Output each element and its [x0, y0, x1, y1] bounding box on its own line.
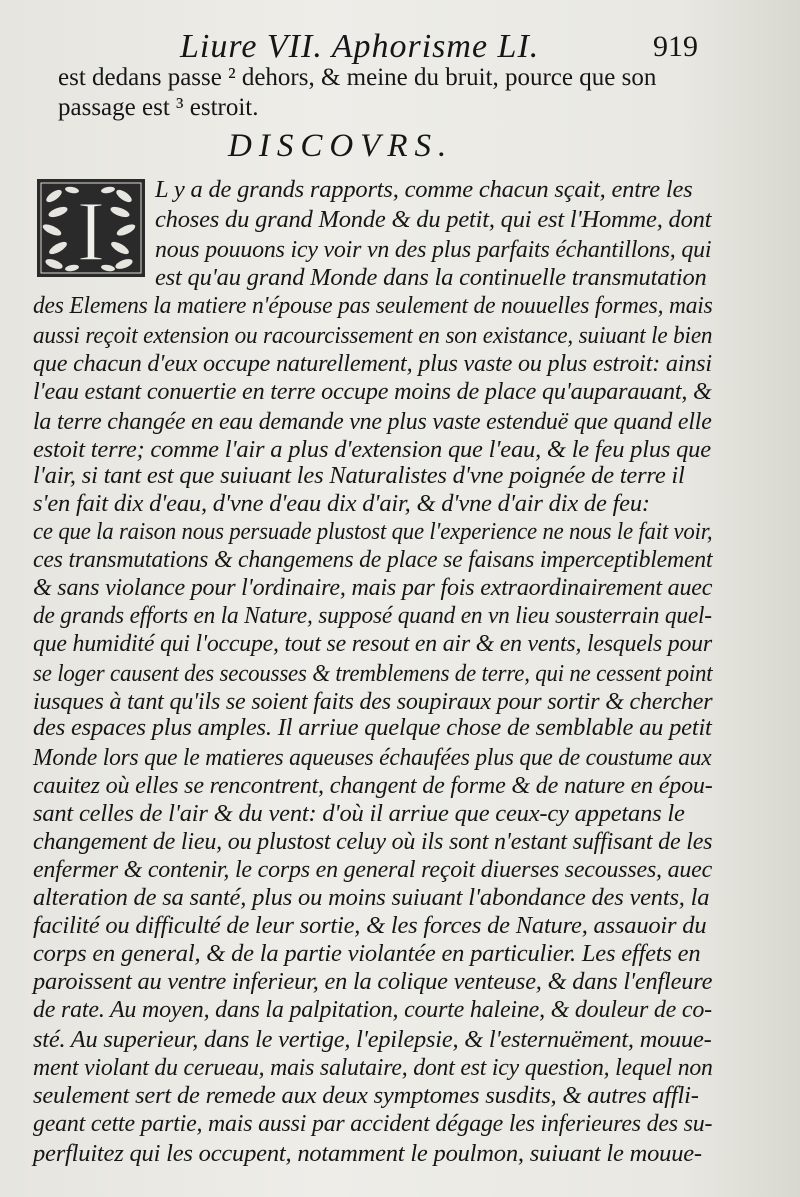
body-line-12: s'en fait dix d'eau, d'vne d'eau dix d'air, & d'vne d'air dix de feu:: [33, 490, 650, 517]
dropcap-ornament-icon: [36, 178, 146, 278]
page-number: 919: [653, 30, 698, 63]
body-line-10: estoit terre; comme l'air a plus d'extension que l'eau, & le feu plus que: [33, 436, 711, 463]
body-line-16: de grands efforts en la Nature, supposé quand en vn lieu sousterrain quel-: [33, 602, 712, 629]
body-line-19: iusques à tant qu'ils se soient faits des soupiraux pour sortir & chercher: [33, 688, 713, 715]
body-line-31: sté. Au superieur, dans le vertige, l'epilepsie, & l'esternuëment, mouue-: [33, 1026, 712, 1053]
running-head: Liure VII. Aphorisme LI.: [180, 28, 540, 65]
section-title: DISCOVRS.: [228, 128, 454, 164]
body-line-34: geant cette partie, mais aussi par accident dégage les inferieures des su-: [33, 1110, 713, 1137]
body-line-3: nous pouuons icy voir vn des plus parfaits échantillons, qui: [155, 236, 712, 263]
body-line-6: aussi reçoit extension ou racourcissement en son existance, suiuant le bien: [33, 322, 713, 349]
body-line-1: L y a de grands rapports, comme chacun sçait, entre les: [155, 176, 693, 203]
body-line-33: seulement sert de remede aux deux symptomes susdits, & autres affli-: [33, 1082, 699, 1109]
body-line-17: que humidité qui l'occupe, tout se resout en air & en vents, lesquels pour: [33, 630, 712, 657]
body-line-27: facilité ou difficulté de leur sortie, & les forces de Nature, assauoir du: [33, 912, 707, 939]
body-line-8: l'eau estant conuertie en terre occupe moins de place qu'auparauant, &: [33, 378, 712, 405]
body-line-2: choses du grand Monde & du petit, qui est l'Homme, dont: [155, 206, 712, 233]
body-line-32: ment violant du cerueau, mais salutaire, dont est icy question, lequel non: [33, 1054, 713, 1081]
continuation-line-2: passage est ³ estroit.: [58, 94, 259, 121]
body-line-26: alteration de sa santé, plus ou moins suiuant l'abondance des vents, la: [33, 884, 710, 911]
body-line-9: la terre changée en eau demande vne plus vaste estenduë que quand elle: [33, 408, 712, 435]
body-line-30: de rate. Au moyen, dans la palpitation, courte haleine, & douleur de co-: [33, 996, 712, 1023]
body-line-23: sant celles de l'air & du vent: d'où il arriue que ceux-cy appetans le: [33, 800, 685, 827]
body-line-13: ce que la raison nous persuade plustost que l'experience ne nous le fait voir,: [33, 518, 713, 545]
body-line-11: l'air, si tant est que suiuant les Naturalistes d'vne poignée de terre il: [33, 462, 685, 489]
dropcap-letter: I: [76, 183, 106, 278]
body-line-28: corps en general, & de la partie violantée en particulier. Les effets en: [33, 940, 701, 967]
body-line-21: Monde lors que le matieres aqueuses échaufées plus que de coustume aux: [33, 744, 712, 771]
body-line-29: paroissent au ventre inferieur, en la colique venteuse, & dans l'enfleure: [33, 968, 713, 995]
body-line-22: cauitez où elles se rencontrent, changent de forme & de nature en épou-: [33, 772, 713, 799]
body-line-7: que chacun d'eux occupe naturellement, plus vaste ou plus estroit: ainsi: [33, 350, 712, 377]
body-line-24: changement de lieu, ou plustost celuy où ils sont n'estant suffisant de les: [33, 828, 713, 855]
body-line-20: des espaces plus amples. Il arriue quelque chose de semblable au petit: [33, 714, 712, 741]
continuation-line-1: est dedans passe ² dehors, & meine du bruit, pource que son: [58, 64, 657, 91]
body-line-5: des Elemens la matiere n'épouse pas seulement de nouuelles formes, mais: [33, 292, 713, 319]
body-line-35: perfluitez qui les occupent, notamment le poulmon, suiuant le mouue-: [33, 1140, 702, 1167]
body-line-15: & sans violance pour l'ordinaire, mais par fois extraordinairement auec: [33, 574, 713, 601]
body-line-14: ces transmutations & changemens de place se faisans imperceptiblement: [33, 546, 713, 573]
body-line-18: se loger causent des secousses & tremblemens de terre, qui ne cessent point: [33, 660, 713, 687]
body-line-4: est qu'au grand Monde dans la continuelle transmutation: [155, 264, 707, 291]
body-line-25: enfermer & contenir, le corps en general reçoit diuerses secousses, auec: [33, 856, 713, 883]
